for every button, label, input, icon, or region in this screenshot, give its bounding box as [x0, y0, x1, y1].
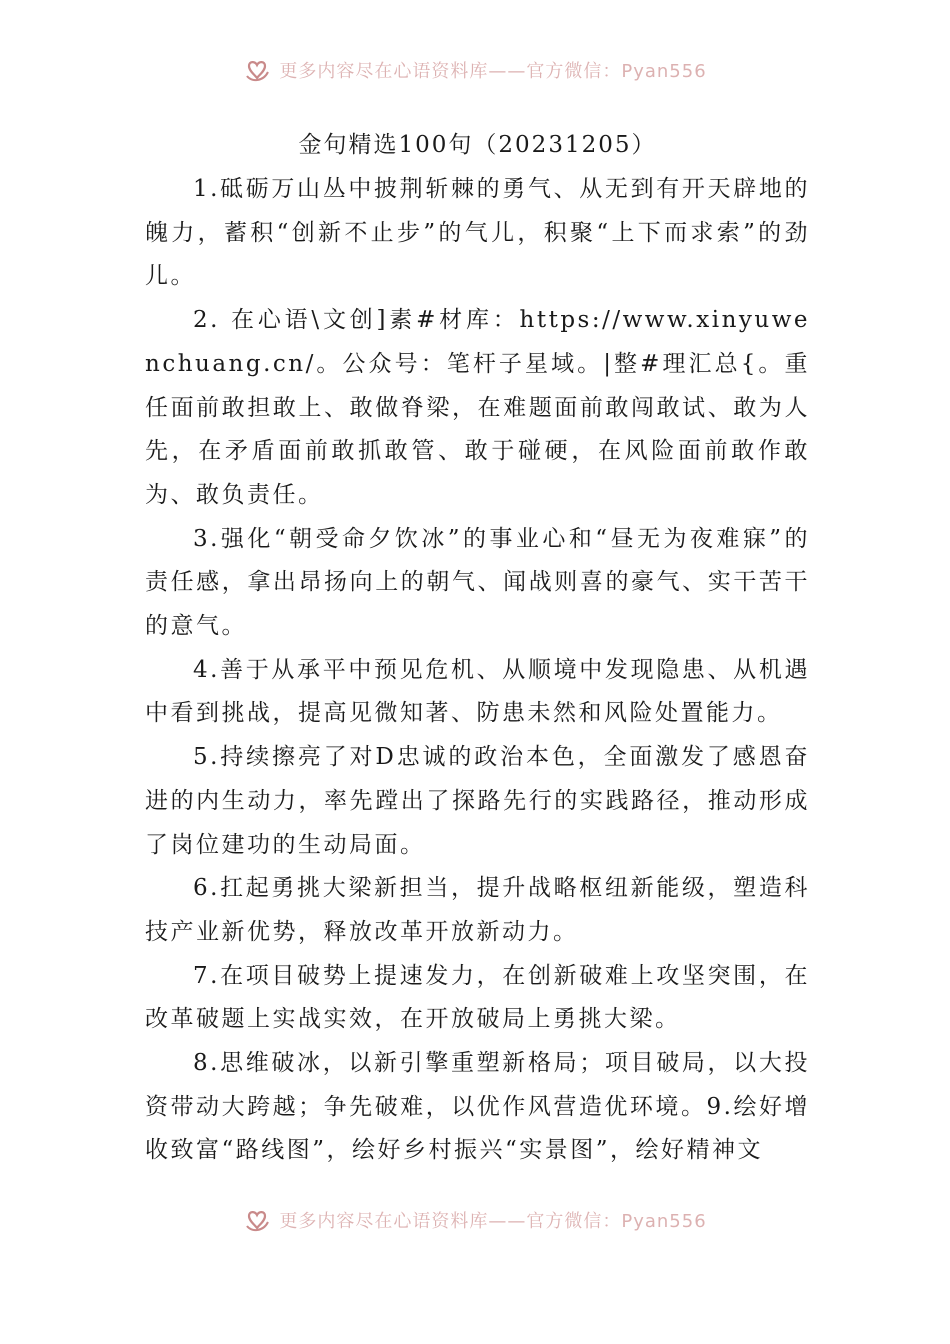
paragraph-6: 6.扛起勇挑大梁新担当，提升战略枢纽新能级，塑造科技产业新优势，释放改革开放新动力。 [145, 875, 810, 945]
footer-watermark [0, 1200, 950, 1240]
paragraph-2: 2. 在心语\文创]素#材库：https://www.xinyuwenchuang.cn/。公众号：笔杆子星域。|整#理汇总{。重任面前敢担敢上、敢做脊梁，在难题面前敢闯敢试、敢为人先，在矛盾面前敢抓敢管、敢于碰硬，在风险面前敢作敢为、敢负责任。 [145, 307, 810, 508]
paragraph-4: 4.善于从承平中预见危机、从顺境中发现隐患、从机遇中看到挑战，提高见微知著、防患未然和风险处置能力。 [145, 656, 810, 727]
paragraph-7: 7.在项目破势上提速发力，在创新破难上攻坚突围，在改革破题上实战实效，在开放破局上勇挑大梁。 [145, 962, 810, 1033]
paragraph-8: 8.思维破冰，以新引擎重塑新格局；项目破局，以大投资带动大跨越；争先破难，以优作风营造优环境。9.绘好增收致富“路线图”，绘好乡村振兴“实景图”，绘好精神文 [145, 1050, 810, 1164]
paragraph-3: 3.强化“朝受命夕饮冰”的事业心和“昼无为夜难寐”的责任感，拿出昂扬向上的朝气、闻战则喜的豪气、实干苦干的意气。 [145, 525, 810, 640]
watermark-text: 更多内容尽在心语资料库——官方微信：Pyan556 [279, 61, 707, 82]
heart-swirl-logo-icon [243, 1206, 271, 1234]
watermark-text: 更多内容尽在心语资料库——官方微信：Pyan556 [279, 1211, 707, 1232]
document-body [145, 122, 810, 1173]
paragraph-5: 5.持续擦亮了对D忠诚的政治本色，全面激发了感恩奋进的内生动力，率先蹚出了探路先行的实践路径，推动形成了岗位建功的生动局面。 [145, 744, 810, 858]
paragraph-1: 1.砥砺万山丛中披荆斩棘的勇气、从无到有开天辟地的魄力，蓄积“创新不止步”的气儿，积聚“上下而求索”的劲儿。 [145, 176, 810, 290]
page-title: 金句精选100句（20231205） [298, 132, 657, 158]
header-watermark [0, 50, 950, 90]
heart-swirl-logo-icon [243, 56, 271, 84]
